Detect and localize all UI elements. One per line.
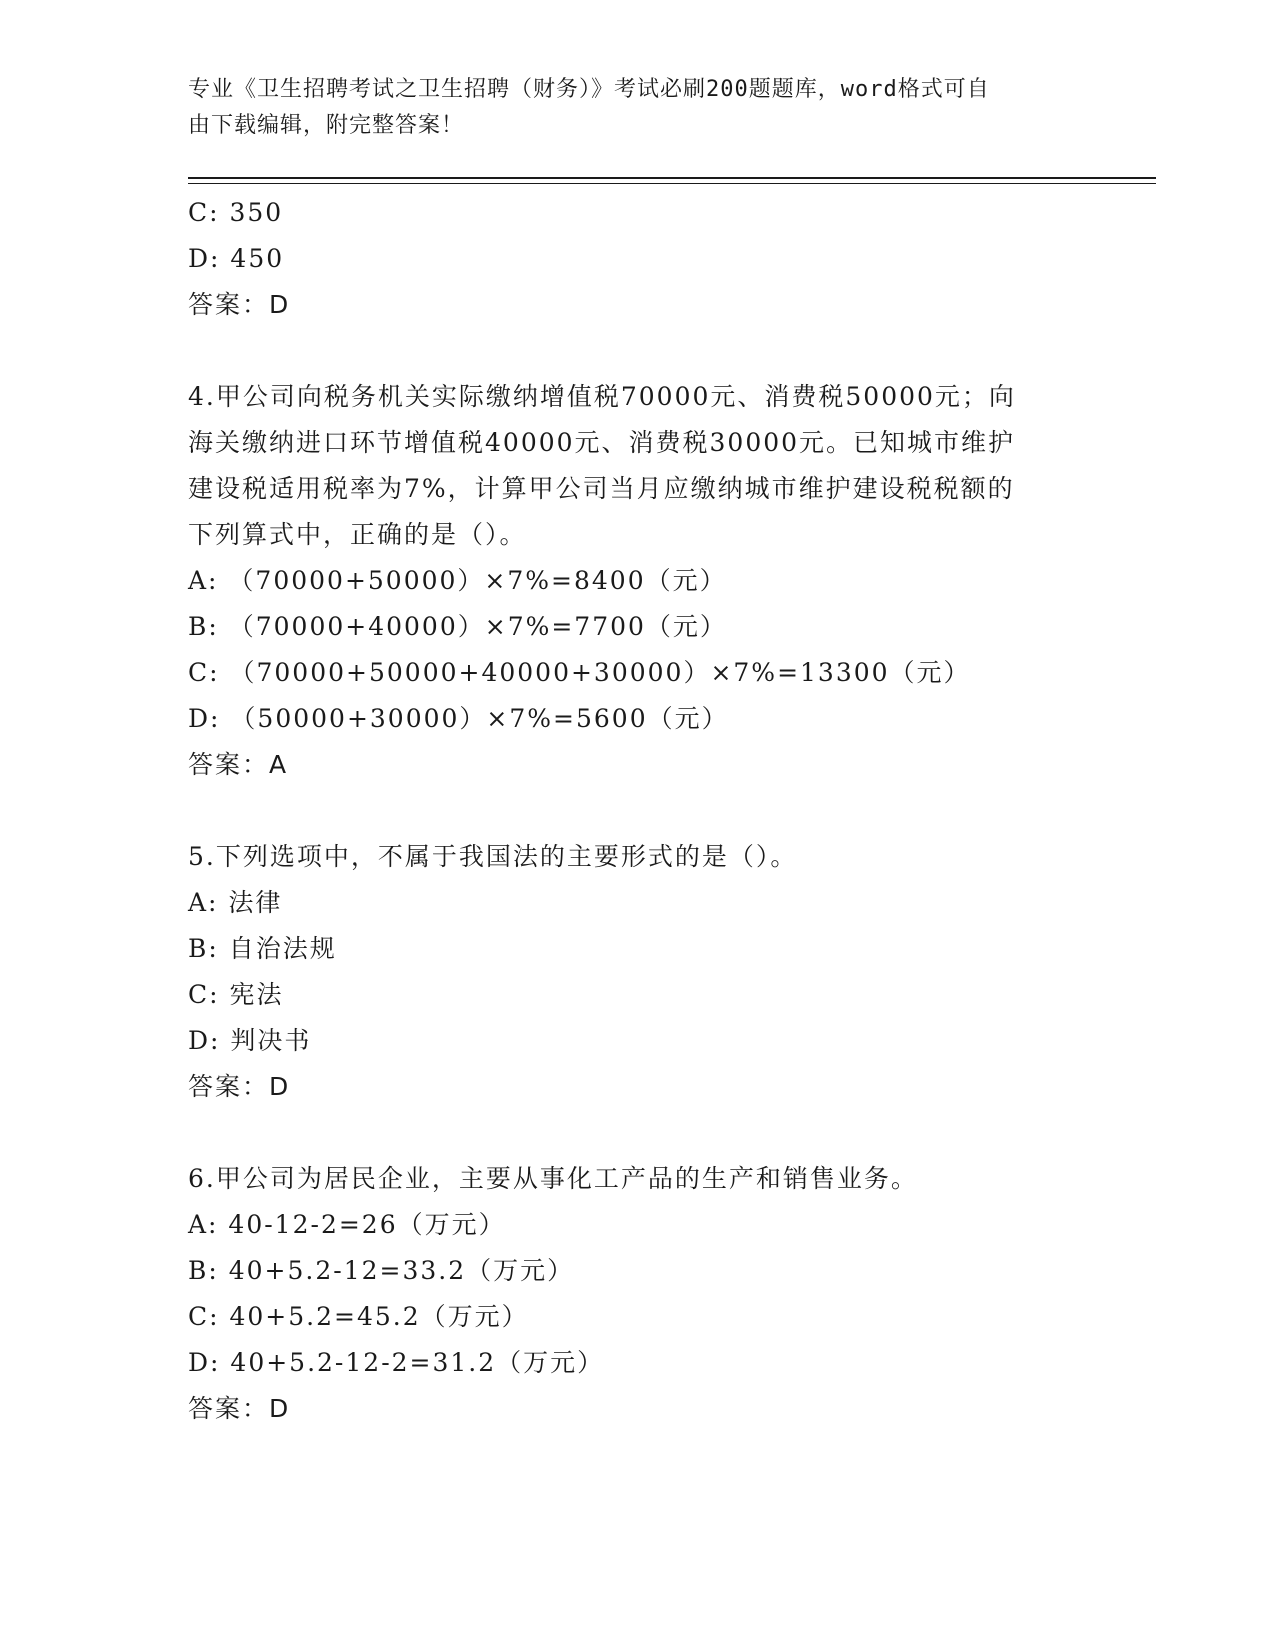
option-c: C: 宪法: [188, 980, 284, 1009]
option-b: B: 自治法规: [188, 934, 337, 963]
header-line-1: 专业《卫生招聘考试之卫生招聘（财务）》考试必刷200题题库，word格式可自: [188, 77, 990, 102]
question-text-line: 5.下列选项中，不属于我国法的主要形式的是（）。: [188, 842, 798, 871]
question-text-line: 6.甲公司为居民企业，主要从事化工产品的生产和销售业务。: [188, 1164, 918, 1193]
option-b: B: （70000+40000）×7%=7700（元）: [188, 612, 727, 641]
question-text-line: 下列算式中，正确的是（）。: [188, 520, 527, 549]
answer: 答案：A: [188, 750, 289, 779]
option-d: D: （50000+30000）×7%=5600（元）: [188, 704, 729, 733]
option-a: A: 40-12-2=26（万元）: [188, 1210, 506, 1239]
option-c: C: 350: [188, 198, 284, 227]
question-list: [188, 190, 1088, 1432]
header-divider-thin: [188, 183, 1156, 184]
document-header: [188, 72, 1068, 144]
question-5: [188, 834, 1088, 1110]
spacer: [188, 788, 1088, 834]
option-a: A: （70000+50000）×7%=8400（元）: [188, 566, 727, 595]
question-text-line: 建设税适用税率为7%，计算甲公司当月应缴纳城市维护建设税税额的: [188, 474, 1015, 503]
option-c: C: 40+5.2=45.2（万元）: [188, 1302, 529, 1331]
header-line-2: 由下载编辑，附完整答案！: [188, 113, 465, 138]
question-text-line: 海关缴纳进口环节增值税40000元、消费税30000元。已知城市维护: [188, 428, 1016, 457]
option-b: B: 40+5.2-12=33.2（万元）: [188, 1256, 575, 1285]
question-3-tail: [188, 190, 1088, 328]
question-6: [188, 1156, 1088, 1432]
spacer: [188, 1110, 1088, 1156]
spacer: [188, 328, 1088, 374]
option-d: D: 判决书: [188, 1026, 312, 1055]
question-text-line: 4.甲公司向税务机关实际缴纳增值税70000元、消费税50000元；向: [188, 382, 1016, 411]
answer: 答案：D: [188, 1394, 291, 1423]
answer: 答案：D: [188, 290, 291, 319]
question-4: [188, 374, 1088, 788]
header-divider-thick: [188, 177, 1156, 179]
option-d: D: 40+5.2-12-2=31.2（万元）: [188, 1348, 605, 1377]
answer: 答案：D: [188, 1072, 291, 1101]
option-d: D: 450: [188, 244, 285, 273]
option-c: C: （70000+50000+40000+30000）×7%=13300（元）: [188, 658, 971, 687]
option-a: A: 法律: [188, 888, 283, 917]
